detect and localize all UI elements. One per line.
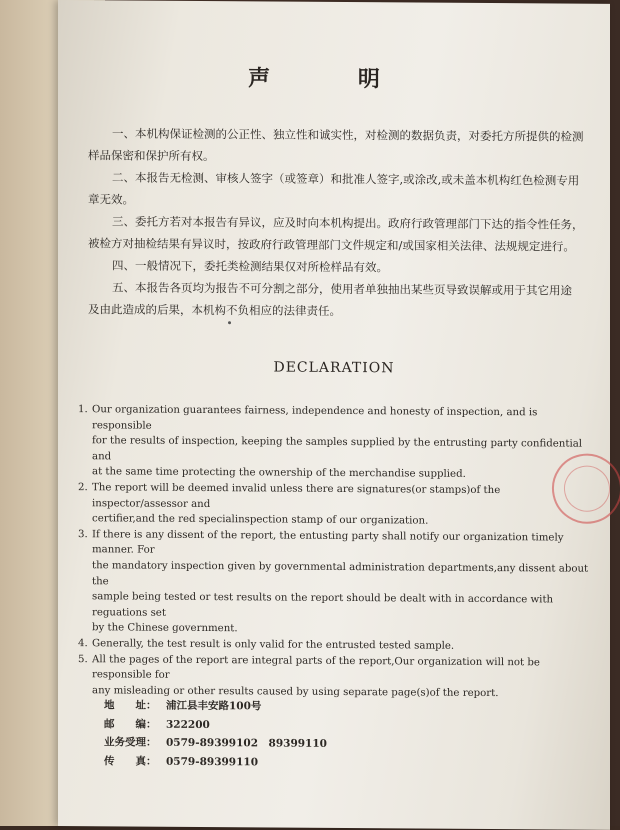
statement-cn-line: 章无效。 <box>88 192 134 207</box>
statement-en-line: certifier,and the red specialinspection stamp of our organization. <box>92 513 429 527</box>
statement-cn-line: 四、一般情况下，委托类检测结果仅对所检样品有效。 <box>112 258 388 275</box>
statement-en-line: Generally, the test result is only valid for the entrusted tested sample. <box>92 638 455 652</box>
statement-cn-line: 一、本机构保证检测的公正性、独立性和诚实性，对检测的数据负责，对委托方所提供的检测 <box>112 126 584 144</box>
statement-cn-5 <box>88 276 588 323</box>
page-title-en: DECLARATION <box>273 359 395 377</box>
contact-value: 322200 <box>166 718 210 731</box>
statement-cn-line: 被检方对抽检结果有异议时，按政府行政管理部门文件规定和/或国家相关法律、法规规定进行。 <box>88 236 575 254</box>
statement-en-number: 1. <box>78 404 88 416</box>
statement-en-number: 4. <box>78 638 88 650</box>
page-title-cn: 声 明 <box>248 65 420 93</box>
contact-value: 浦江县丰安路100号 <box>166 699 262 713</box>
statement-en-line: The report will be deemed invalid unless there are signatures(or stamps)of the inspector/assessor and <box>92 482 501 510</box>
statement-en-number: 3. <box>78 528 88 540</box>
statement-en-3 <box>78 527 598 640</box>
statement-en-number: 2. <box>78 482 88 494</box>
statement-en-line: the mandatory inspection given by governmental administration departments,any dissent about the <box>92 560 589 587</box>
statement-cn-3 <box>88 210 588 257</box>
statement-en-line: at the same time protecting the ownership of the merchandise supplied. <box>92 466 466 481</box>
statement-cn-2 <box>88 166 588 213</box>
statement-cn-line: 及由此造成的后果，本机构不负相应的法律责任。 <box>88 302 341 318</box>
contact-label: 邮 编： <box>104 717 157 731</box>
statement-cn-line: 二、本报告无检测、审核人签字（或签章）和批准人签字,或涂改,或未盖本机构红色检测专用 <box>112 170 580 188</box>
contact-info <box>104 696 504 773</box>
statement-en-number: 5. <box>78 653 88 665</box>
statement-en-1 <box>78 402 598 484</box>
ink-dot <box>228 321 231 324</box>
contact-value: 0579-89399110 <box>166 755 259 768</box>
statement-en-line: any misleading or other results caused by using separate page(s)of the report. <box>92 684 499 699</box>
statement-cn-1 <box>88 122 588 169</box>
statement-en-line: Our organization guarantees fairness, independence and honesty of inspection, and is responsible <box>92 404 538 432</box>
statement-cn-line: 五、本报告各页均为报告不可分割之部分，使用者单独抽出某些页导致误解或用于其它用途 <box>112 280 572 298</box>
statements-en <box>78 402 598 702</box>
contact-label: 地 址： <box>104 699 157 712</box>
contact-value: 0579-89399102 89399110 <box>166 736 327 750</box>
statement-en-line: If there is any dissent of the report, the entusting party shall notify our organization timely manner. For <box>92 528 564 557</box>
statements-cn <box>88 122 588 323</box>
statement-en-5 <box>78 652 598 702</box>
statement-en-line: All the pages of the report are integral parts of the report,Our organization will not be responsible for <box>92 653 540 681</box>
statement-en-line: by the Chinese government. <box>92 622 238 635</box>
contact-label: 业务受理： <box>104 736 157 749</box>
statement-en-line: sample being tested or test results on the report should be dealt with in accordance with reguations set <box>92 591 554 619</box>
statement-cn-line: 三、委托方若对本报告有异议，应及时向本机构提出。政府行政管理部门下达的指令性任务， <box>112 214 584 232</box>
contact-label: 传 真： <box>104 754 157 768</box>
statement-en-line: for the results of inspection, keeping the samples supplied by the entrusting party confidential and <box>92 435 583 463</box>
contact-fax <box>104 752 504 773</box>
declaration-page <box>58 0 610 830</box>
seal-inner-ring <box>560 462 615 516</box>
statement-en-2 <box>78 480 598 530</box>
statement-cn-line: 样品保密和保护所有权。 <box>88 148 215 164</box>
